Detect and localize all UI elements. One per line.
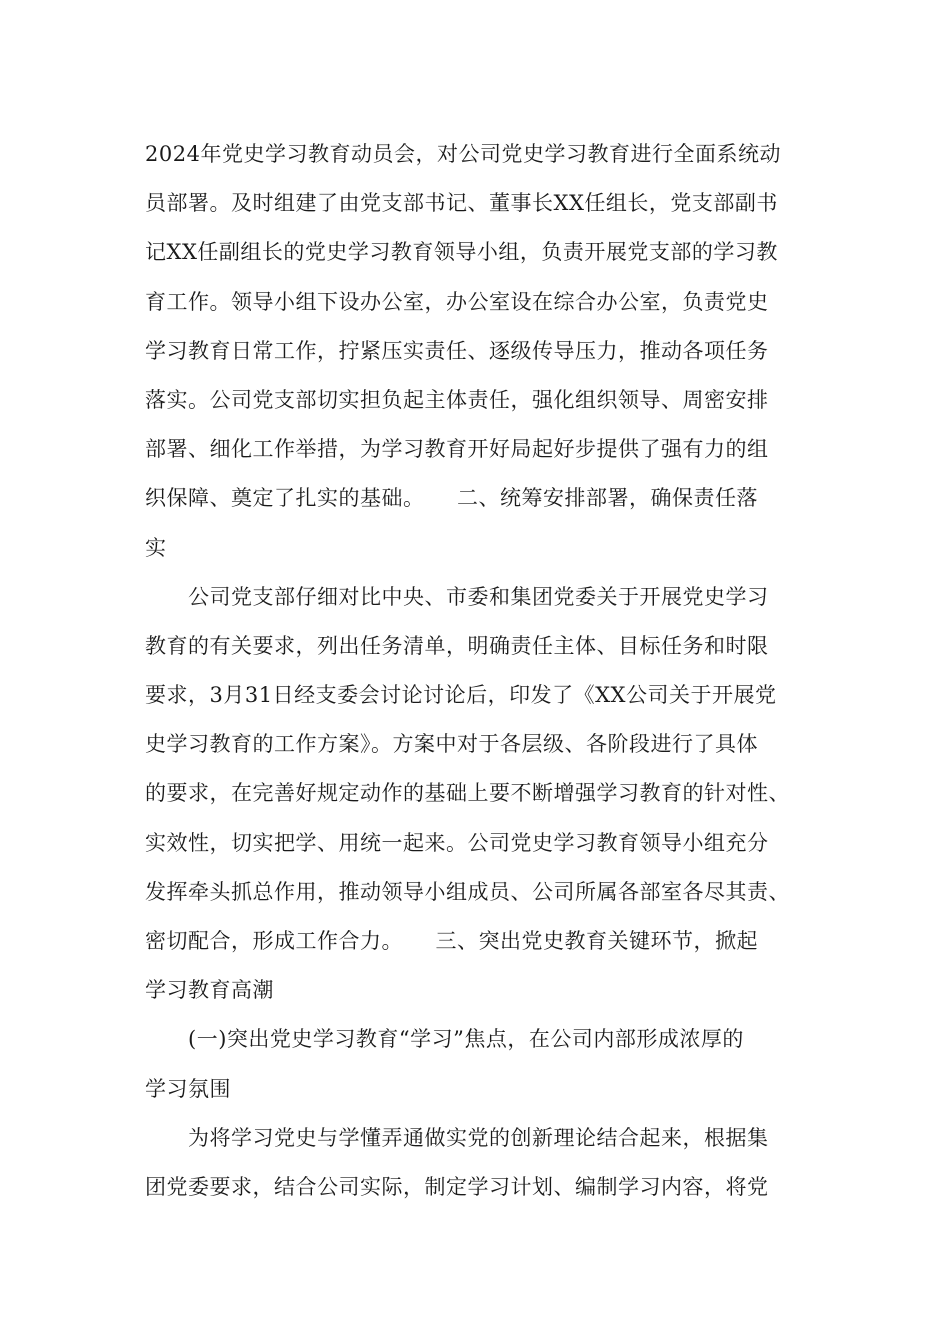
text-line: 实效性，切实把学、用统一起来。公司党史学习教育领导小组充分 <box>145 830 769 855</box>
text-line: 史学习教育的工作方案》。方案中对于各层级、各阶段进行了具体 <box>145 732 758 757</box>
text-line: 实 <box>145 535 167 560</box>
text-line: 记XX任副组长的党史学习教育领导小组，负责开展党支部的学习教 <box>145 240 778 265</box>
text-line: 为将学习党史与学懂弄通做实党的创新理论结合起来，根据集 <box>145 1125 769 1150</box>
text-line: 学习氛围 <box>145 1076 231 1101</box>
text-line: 育工作。领导小组下设办公室，办公室设在综合办公室，负责党史 <box>145 289 769 314</box>
text-line: 教育的有关要求，列出任务清单，明确责任主体、目标任务和时限 <box>145 633 769 658</box>
text-line: 学习教育日常工作，拧紧压实责任、逐级传导压力，推动各项任务 <box>145 338 769 363</box>
text-line: 发挥牵头抓总作用，推动领导小组成员、公司所属各部室各尽其责、 <box>145 879 790 904</box>
document-body <box>145 130 825 1212</box>
text-line: 部署、细化工作举措，为学习教育开好局起好步提供了强有力的组 <box>145 437 769 462</box>
text-line: 织保障、奠定了扎实的基础。 二、统筹安排部署，确保责任落 <box>145 486 758 511</box>
text-line: 公司党支部仔细对比中央、市委和集团党委关于开展党史学习 <box>145 584 769 609</box>
text-line: 2024年党史学习教育动员会，对公司党史学习教育进行全面系统动 <box>145 142 781 166</box>
text-line: (一)突出党史学习教育“学习”焦点，在公司内部形成浓厚的 <box>145 1027 744 1052</box>
text-line: 密切配合，形成工作合力。 三、突出党史教育关键环节，掀起 <box>145 929 758 953</box>
text-line: 团党委要求，结合公司实际，制定学习计划、编制学习内容，将党 <box>145 1174 769 1199</box>
text-line: 的要求，在完善好规定动作的基础上要不断增强学习教育的针对性、 <box>145 781 790 806</box>
text-line: 要求，3月31日经支委会讨论讨论后，印发了《XX公司关于开展党 <box>145 683 777 708</box>
text-line: 员部署。及时组建了由党支部书记、董事长XX任组长，党支部副书 <box>145 191 778 216</box>
text-line: 落实。公司党支部切实担负起主体责任，强化组织领导、周密安排 <box>145 387 769 412</box>
text-line: 学习教育高潮 <box>145 978 274 1003</box>
